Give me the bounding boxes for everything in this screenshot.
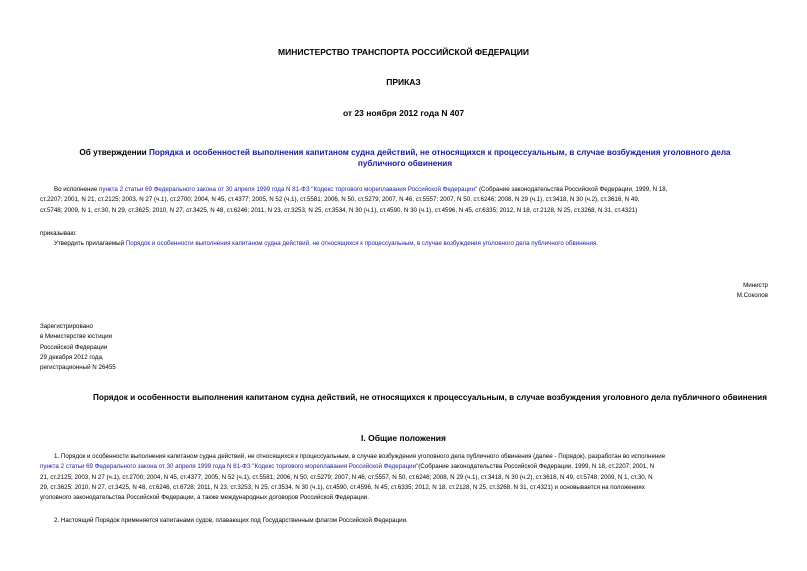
preamble-prefix: Во исполнение [54, 186, 99, 193]
section1-p1-line: 21, ст.2125; 2003, N 27 (ч.1), ст.2700; 2004, N 45, ст.4377; 2005, N 52 (ч.1), ст.5581; 2006, N 50, ст.5279; 2007, N 46, ст.5557, N 50, ст.6246; 2008, N 29 (ч.1), ст.3418, N 30 (ч.2), ст.3616, N 49, ст.5748; 2009, N 1, ст.30, N [40, 473, 653, 481]
signature-title: Министр [743, 282, 768, 289]
section1-p1-tail: (Собрание законодательства Российской Федерации, 1999, N 18, ст.2207; 2001, N [418, 463, 655, 471]
section1-paragraph-1 [40, 452, 775, 503]
section-heading: I. Общие положения [361, 433, 446, 443]
registration-block [40, 322, 240, 373]
signature-name: М.Соколов [736, 292, 768, 300]
registration-line: Зарегистрировано [40, 323, 93, 330]
section1-p1-line: 29, ст.3625; 2010, N 27, ст.3425, N 48, ст.6246, ст.6728; 2011, N 23, ст.3253, N 25, ст.3534, N 30 (ч.1), ст.4590, ст.4596, N 45, ст.6335; 2012, N 18, ст.2128, N 25, ст.3268, N 31, ст.4321) и основывается на положениях [40, 483, 645, 491]
signature-block [600, 281, 768, 302]
section1-p1-line: 1. Порядок и особенности выполнения капитаном судна действий, не относящихся к процессуальным, в случае возбуждения уголовного дела публичного обвинения (далее - Порядок), разработан во исполнение [54, 453, 666, 460]
preamble-line: ст.5748; 2009, N 1, ст.30, N 29, ст.3625; 2010, N 27, ст.3425, N 48, ст.6246; 2011, N 23, ст.3253, N 25, ст.3534, N 30 (ч.1), ст.4590, N 30 (ч.1), ст.4596, N 45, ст.6335; 2012, N 18, ст.2128, N 25, ст.3268, N 31, ст.4321) [40, 206, 638, 214]
registration-line: в Министерстве юстиции [40, 333, 113, 341]
preamble-line: ст.2207; 2001, N 21, ст.2125; 2003, N 27 (ч.1), ст.2700; 2004, N 45, ст.4377; 2005, N 52 (ч.1), ст.5581; 2006, N 50, ст.5279; 2007, N 46, ст.5557; 2007, N 50, ст.6246; 2008, N 29 (ч.1), ст.3418, N 30 (ч.2), ст.3616, N 49, [40, 196, 640, 204]
document-subject [55, 147, 755, 169]
preamble-tail: (Собрание законодательства Российской Федерации, 1999, N 18, [477, 186, 668, 193]
section1-p1-line: уголовного законодательства Российской Федерации, а также международных договоров Российской Федерации. [40, 494, 369, 502]
section1-law-link[interactable]: пункта 2 статьи 69 Федерального закона от 30 апреля 1999 года N 81-ФЗ "Кодекс торгового мореплавания Российской Федерации" [40, 463, 419, 471]
preamble-paragraph [40, 185, 775, 216]
registration-line: 29 декабря 2012 года, [40, 353, 104, 361]
subject-prefix: Об утверждении [79, 148, 149, 157]
section1-paragraph-2: 2. Настоящий Порядок применяется капитанами судов, плавающих под Государственным флагом Российской Федерации. [54, 517, 408, 524]
order-suffix: . [596, 240, 599, 248]
order-prefix: Утвердить прилагаемый [54, 240, 126, 248]
order-paragraph [40, 229, 775, 250]
subject-link[interactable]: Порядка и особенностей выполнения капитаном судна действий, не относящихся к процессуальным, в случае возбуждения уголовного дела публичного обвинения [148, 148, 731, 168]
preamble-law-link[interactable]: пункта 2 статьи 69 Федерального закона от 30 апреля 1999 года N 81-ФЗ "Кодекс торгового мореплавания Российской Федерации" [99, 186, 478, 193]
ministry-title: МИНИСТЕРСТВО ТРАНСПОРТА РОССИЙСКОЙ ФЕДЕРАЦИИ [278, 47, 529, 57]
registration-line: регистрационный N 26455 [40, 364, 116, 372]
document-type: ПРИКАЗ [386, 77, 421, 87]
order-procedure-link[interactable]: Порядок и особенности выполнения капитаном судна действий, не относящихся к процессуальным, в случае возбуждения уголовного дела публичного обвинения [125, 240, 597, 248]
registration-line: Российской Федерации [40, 343, 108, 351]
procedure-title: Порядок и особенности выполнения капитаном судна действий, не относящихся к процессуальным, в случае возбуждения уголовного дела публичного обвинения [92, 393, 767, 402]
order-label: приказываю: [40, 230, 77, 237]
document-date-number: от 23 ноября 2012 года N 407 [342, 108, 465, 118]
